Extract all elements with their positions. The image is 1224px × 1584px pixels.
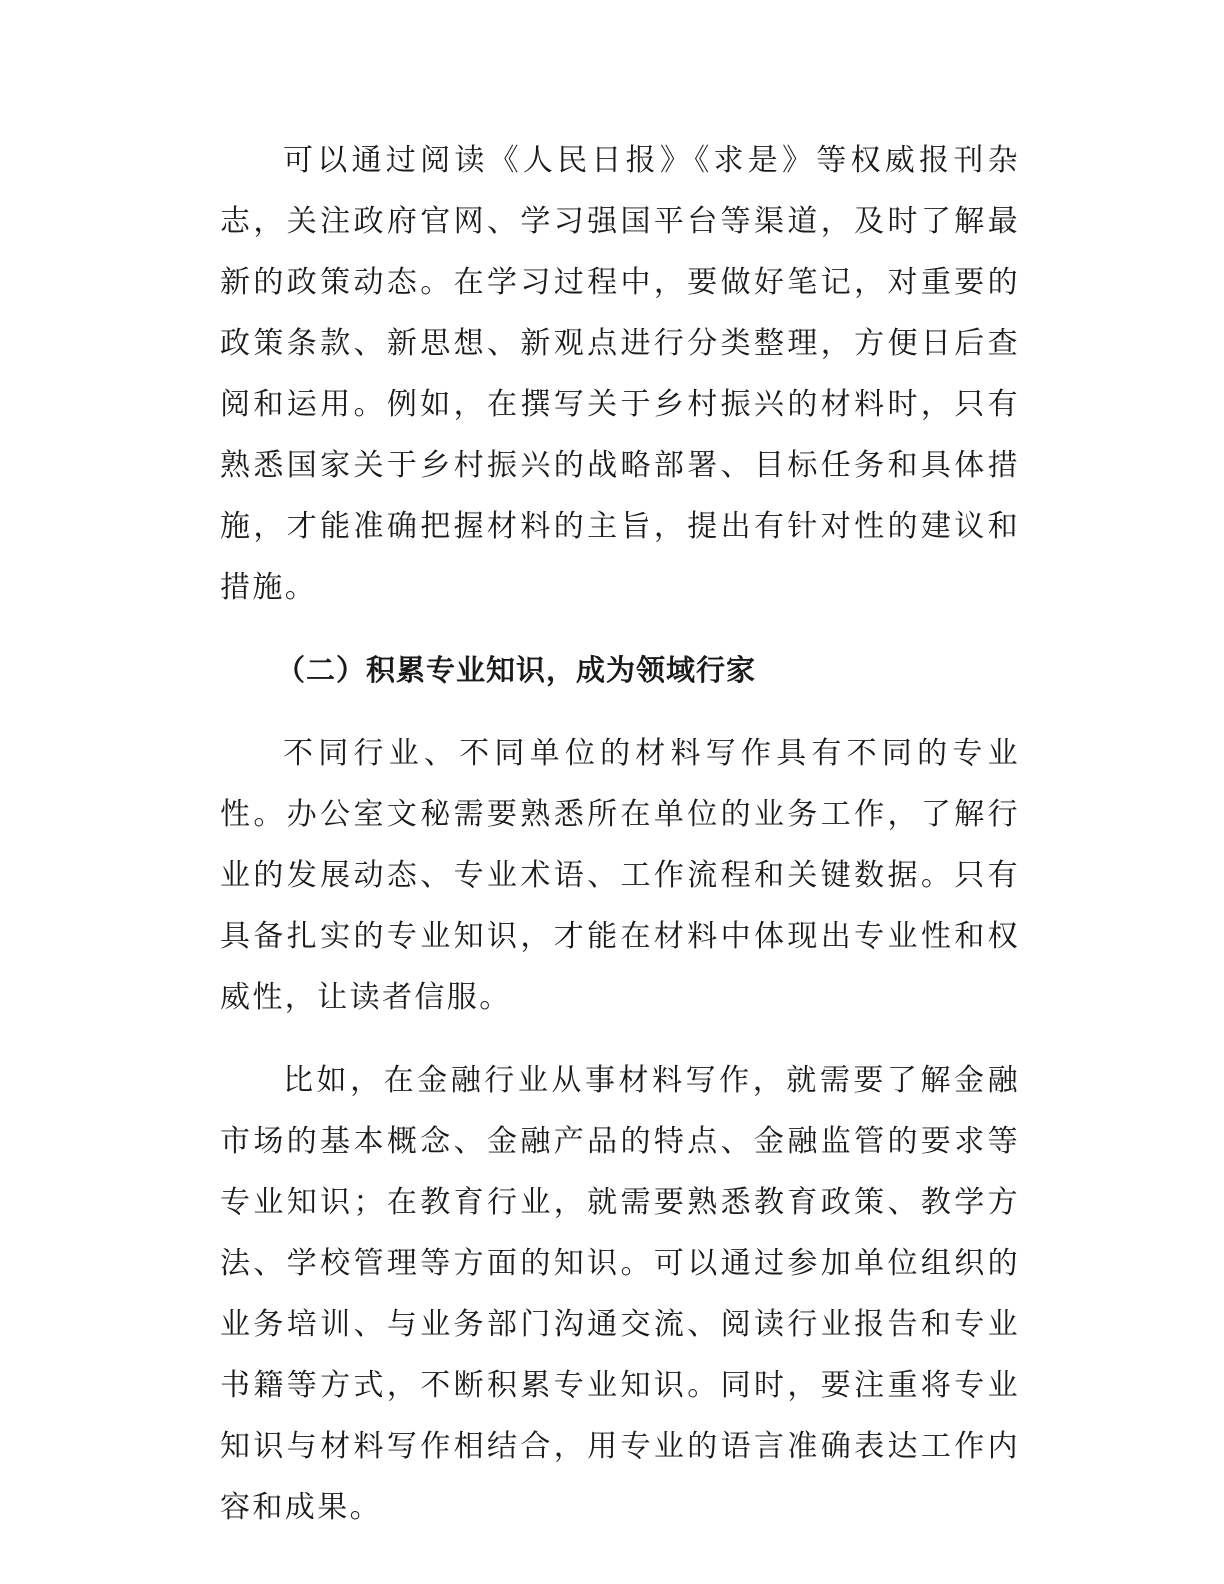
paragraph-industry-examples: 比如，在金融行业从事材料写作，就需要了解金融市场的基本概念、金融产品的特点、金融监管的要求等专业知识；在教育行业，就需要熟悉教育政策、教学方法、学校管理等方面的知识。可以通过参加单位组织的业务培训、与业务部门沟通交流、阅读行业报告和专业书籍等方式，不断积累专业知识。同时，要注重将专业知识与材料写作相结合，用专业的语言准确表达工作内容和成果。 (220, 1063, 1020, 1525)
paragraph-policy-study: 可以通过阅读《人民日报》《求是》等权威报刊杂志，关注政府官网、学习强国平台等渠道，及时了解最新的政策动态。在学习过程中，要做好笔记，对重要的政策条款、新思想、新观点进行分类整理，方便日后查阅和运用。例如，在撰写关于乡村振兴的材料时，只有熟悉国家关于乡村振兴的战略部署、目标任务和具体措施，才能准确把握材料的主旨，提出有针对性的建议和措施。 (220, 143, 1020, 605)
section-heading: （二）积累专业知识，成为领域行家 (276, 653, 757, 687)
document-page (220, 130, 1020, 1560)
paragraph-professional-knowledge: 不同行业、不同单位的材料写作具有不同的专业性。办公室文秘需要熟悉所在单位的业务工作，了解行业的发展动态、专业术语、工作流程和关键数据。只有具备扎实的专业知识，才能在材料中体现出专业性和权威性，让读者信服。 (220, 736, 1020, 1015)
